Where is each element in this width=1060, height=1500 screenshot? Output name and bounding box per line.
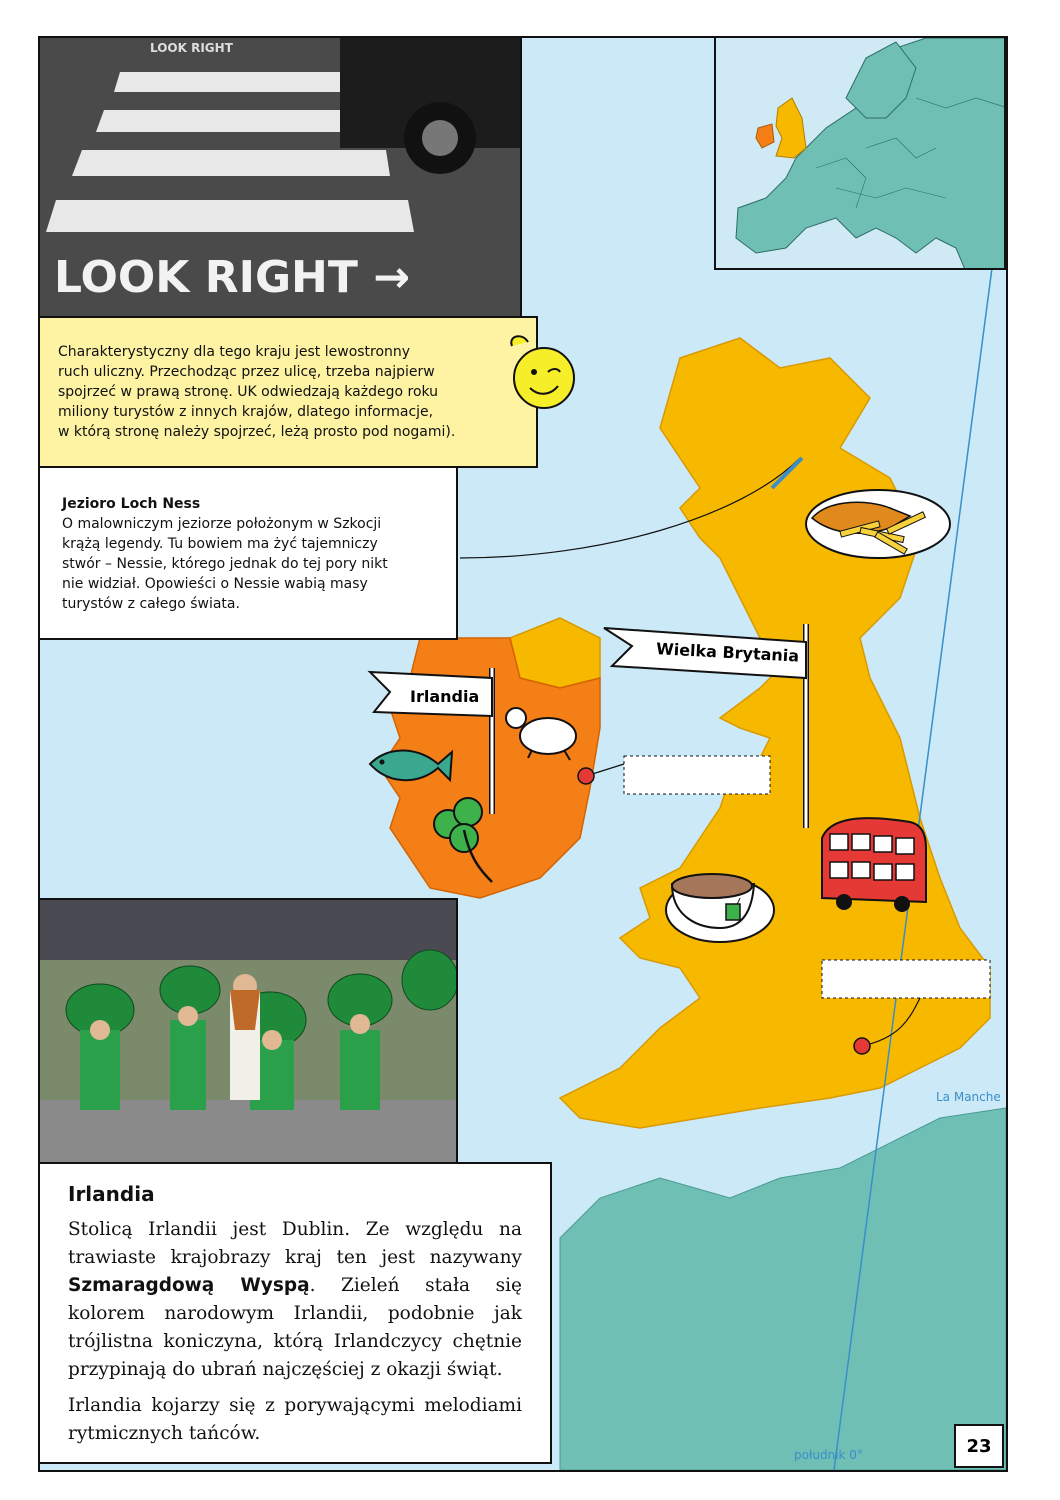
traffic-note-line: w którą stronę należy spojrzeć, leżą prosto pod nogami). [58, 424, 456, 440]
st-patricks-parade-photo [38, 898, 458, 1164]
ireland-paragraph-2: Irlandia kojarzy się z porywającymi melodiami rytmicznych tańców. [68, 1395, 522, 1444]
loch-ness-line: nie widział. Opowieści o Nessie wabią masy [62, 576, 368, 592]
dublin-label-box [624, 756, 770, 794]
loch-ness-line: stwór – Nessie, którego jednak do tej pory nikt [62, 556, 388, 572]
loch-ness-line: turystów z całego świata. [62, 596, 240, 612]
traffic-note-line: ruch uliczny. Przechodząc przez ulicę, trzeba najpierw [58, 364, 435, 380]
loch-ness-line: krążą legendy. Tu bowiem ma żyć tajemniczy [62, 536, 378, 552]
loch-ness-line: O malowniczym jeziorze położonym w Szkocji [62, 516, 382, 532]
traffic-note-line: miliony turystów z innych krajów, dlatego informacje, [58, 404, 434, 420]
great-britain-landmass [560, 338, 990, 1128]
ireland-info-box [38, 1162, 552, 1464]
europe-inset-map [714, 36, 1006, 270]
winking-smiley-icon [504, 334, 578, 414]
road-text-top: LOOK RIGHT [150, 41, 233, 55]
ireland-p1-start: Stolicą Irlandii jest Dublin. Ze względu na trawiaste krajobrazy kraj ten jest nazywany [68, 1219, 522, 1268]
ireland-paragraph-1 [68, 1216, 522, 1384]
loch-ness-title: Jezioro Loch Ness [62, 496, 201, 512]
emerald-isle-term: Szmaragdową Wyspą [68, 1275, 310, 1296]
flag-gb-label: Wielka Brytania [655, 639, 800, 666]
traffic-note-line: Charakterystyczny dla tego kraju jest lewostronny [58, 344, 411, 360]
london-marker [854, 1038, 870, 1054]
northern-ireland-landmass [510, 618, 600, 688]
ireland-p1-end: . Zieleń stała się kolorem narodowym Irlandii, podobnie jak trójlistna koniczyna, którą Irlandczycy chętnie przypinają do ubrań najczęściej z okazji świąt. [68, 1275, 522, 1380]
road-text-big: LOOK RIGHT → [54, 252, 411, 303]
continent-landmass [560, 1108, 1006, 1470]
london-label-box [822, 960, 990, 998]
flag-ireland-label: Irlandia [410, 687, 480, 706]
meridian-label: południk 0° [794, 1448, 863, 1462]
crossing-photo [38, 36, 522, 318]
traffic-note-line: spojrzeć w prawą stronę. UK odwiedzają każdego roku [58, 384, 439, 400]
loch-ness-note [38, 466, 458, 640]
page-number: 23 [954, 1424, 1004, 1468]
traffic-note [38, 316, 538, 468]
dublin-marker [578, 768, 594, 784]
channel-label: La Manche [936, 1090, 1001, 1104]
double-decker-bus-icon [822, 818, 926, 912]
ireland-title: Irlandia [68, 1182, 155, 1206]
